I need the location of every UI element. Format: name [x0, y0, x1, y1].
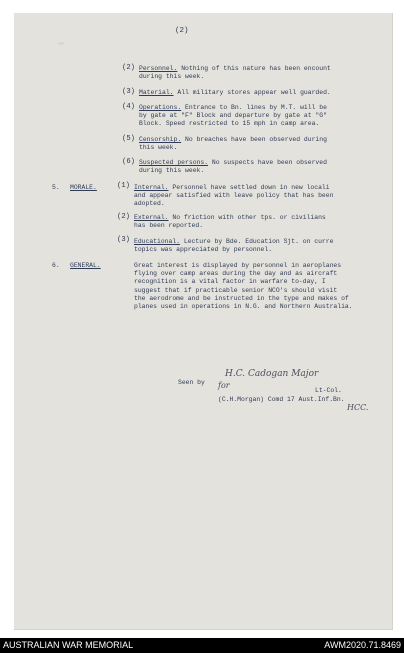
- item-text: [139, 159, 327, 175]
- item-number: (2): [122, 64, 135, 72]
- item-number: (3): [117, 236, 130, 244]
- item-heading: Material.: [139, 89, 174, 96]
- item-line: Personnel have settled down in new locali: [172, 184, 330, 191]
- item-number: (1): [117, 182, 130, 190]
- item-heading: Educational.: [134, 238, 181, 245]
- item-text: [139, 89, 331, 97]
- item-text: [134, 184, 333, 209]
- item-heading: Internal.: [134, 184, 169, 191]
- item-number: (3): [122, 88, 135, 96]
- item-line: All military stores appear well guarded.: [177, 89, 331, 96]
- item-line: No breaches have been observed during: [185, 136, 327, 143]
- item-text: [134, 214, 326, 230]
- item-line: has been reported.: [134, 222, 204, 230]
- footer-bar: [0, 638, 404, 653]
- item-line: No suspects have been observed: [211, 159, 327, 166]
- handwritten-signature: H.C. Cadogan Major: [225, 369, 319, 379]
- general-line: recognition is a vital factor in warfare to-day, I: [134, 278, 326, 286]
- item-text: [134, 238, 333, 254]
- item-heading: External.: [134, 214, 169, 221]
- general-line: flying over camp areas during the day and as aircraft: [134, 270, 338, 278]
- general-line: Great interest is displayed by personnel in aeroplanes: [134, 262, 342, 269]
- punch-hole: [58, 42, 64, 45]
- item-text: [139, 136, 327, 152]
- signatory-rank: Lt-Col.: [315, 387, 342, 394]
- item-line: Entrance to Bn. lines by M.T. will be: [185, 104, 327, 111]
- footer-accession: AWM2020.71.8469: [324, 640, 401, 650]
- item-heading: Suspected persons.: [139, 159, 209, 166]
- item-line: topics was appreciated by personnel.: [134, 246, 273, 254]
- item-line: during this week.: [139, 167, 205, 175]
- item-number: (6): [122, 158, 135, 166]
- section-number: 5.: [52, 184, 60, 191]
- signatory-name: (C.H.Morgan) Comd 17 Aust.Inf.Bn.: [218, 396, 345, 403]
- item-line: No friction with other tps. or civilians: [172, 214, 326, 221]
- item-line: and appear satisfied with leave policy that has been: [134, 192, 334, 200]
- item-heading: Censorship.: [139, 136, 182, 143]
- item-line: during this week.: [139, 73, 205, 81]
- item-line: this week.: [139, 144, 178, 152]
- item-text: [139, 104, 327, 129]
- section-heading: MORALE.: [70, 184, 97, 191]
- item-line: Nothing of this nature has been encount: [181, 65, 331, 72]
- item-heading: Operations.: [139, 104, 182, 111]
- section-number: 6.: [52, 262, 60, 269]
- item-number: (4): [122, 103, 135, 111]
- page-number: (2): [175, 27, 189, 35]
- item-text: [139, 65, 331, 81]
- item-line: adopted.: [134, 200, 165, 208]
- seen-by-label: Seen by: [178, 379, 205, 386]
- footer-institution: AUSTRALIAN WAR MEMORIAL: [3, 640, 134, 650]
- item-number: (5): [122, 135, 135, 143]
- handwritten-initials: HCC.: [347, 403, 369, 412]
- section-heading: GENERAL.: [70, 262, 101, 269]
- general-text: [134, 262, 353, 311]
- item-line: Lecture by Bde. Education Sjt. on curre: [183, 238, 334, 245]
- item-line: by gate at "F" Block and departure by gate at "G": [139, 112, 327, 120]
- item-heading: Personnel.: [139, 65, 178, 72]
- general-line: planes used in operations in N.G. and Northern Australia.: [134, 303, 353, 311]
- item-number: (2): [117, 213, 130, 221]
- general-line: the aerodrome and be instructed in the type and makes of: [134, 294, 349, 302]
- item-line: Block. Speed restricted to 15 mph in camp area.: [139, 120, 320, 128]
- general-line: suggest that if practicable senior NCO's should visit: [134, 286, 338, 294]
- handwritten-for: for: [218, 381, 230, 390]
